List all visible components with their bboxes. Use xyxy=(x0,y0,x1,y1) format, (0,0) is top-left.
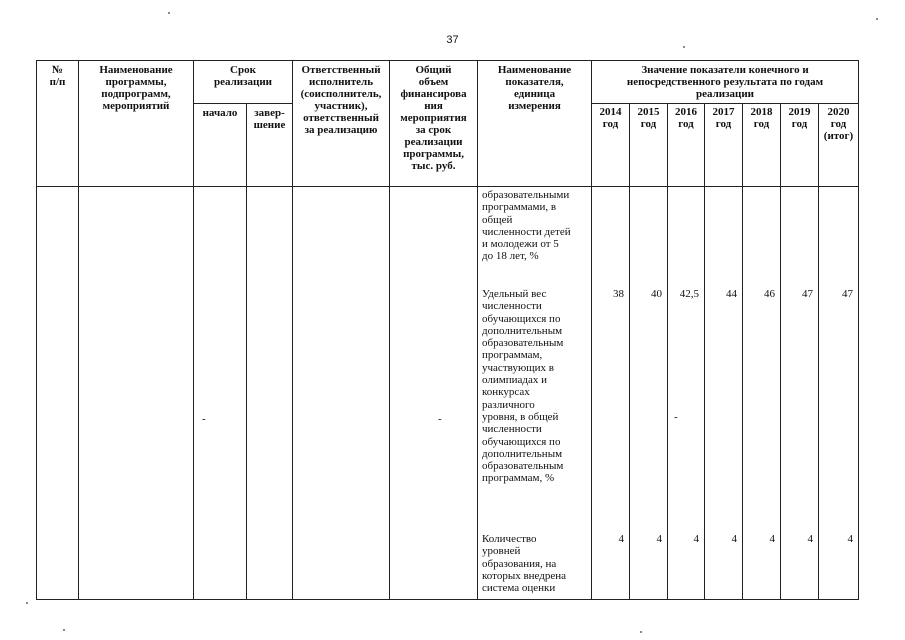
header-num-label: № п/п xyxy=(49,64,66,88)
cell-year-2015 xyxy=(630,187,668,600)
indicator-text-0: образовательными программами, в общей численности детей и молодежи от 5 до 18 лет, % xyxy=(482,189,571,263)
scan-speck xyxy=(640,631,642,633)
header-num xyxy=(37,61,79,187)
indicator-text-2: Количество уровней образования, на которых внедрена система оценки xyxy=(482,533,567,595)
header-funding-label: Общий объем финансирова ния мероприятия за срок реализации программы, тыс. руб. xyxy=(400,64,467,172)
cell-year-2014 xyxy=(592,187,630,600)
value-r1-2017: 44 xyxy=(726,288,738,300)
header-year-2018-label: 2018 год xyxy=(750,106,773,130)
value-r2-2018: 4 xyxy=(769,533,776,545)
indicators-table xyxy=(36,60,859,600)
cell-year-2018 xyxy=(743,187,781,600)
header-year-2015 xyxy=(630,104,668,187)
value-r1-2015: 40 xyxy=(651,288,663,300)
value-r2-2016: 4 xyxy=(693,533,700,545)
header-year-2015-label: 2015 год xyxy=(637,106,660,130)
header-funding xyxy=(390,61,478,187)
cell-num xyxy=(37,187,79,600)
dash-mark-funding: - xyxy=(438,413,442,425)
header-term-start xyxy=(194,104,247,187)
dash-mark-2016: - xyxy=(674,411,678,423)
header-values-group xyxy=(592,61,859,104)
value-r2-2019: 4 xyxy=(807,533,814,545)
scan-speck xyxy=(63,629,65,631)
value-r1-2018: 46 xyxy=(764,288,776,300)
header-year-2020 xyxy=(819,104,859,187)
header-year-2016-label: 2016 год xyxy=(675,106,698,130)
header-year-2017-label: 2017 год xyxy=(712,106,735,130)
value-r2-2014: 4 xyxy=(618,533,625,545)
cell-term-end xyxy=(247,187,293,600)
value-r2-2020: 4 xyxy=(847,533,854,545)
header-term-label: Срок реализации xyxy=(213,64,273,88)
header-year-2017 xyxy=(705,104,743,187)
header-year-2019-label: 2019 год xyxy=(788,106,811,130)
header-term-end xyxy=(247,104,293,187)
value-r1-2016: 42,5 xyxy=(679,288,700,300)
value-r1-2020: 47 xyxy=(842,288,854,300)
dash-mark-start: - xyxy=(202,413,206,425)
header-term xyxy=(194,61,293,104)
header-responsible-label: Ответственный исполнитель (соисполнитель, участник), ответственный за реализацию xyxy=(300,64,382,136)
header-year-2019 xyxy=(781,104,819,187)
cell-term-start xyxy=(194,187,247,600)
cell-year-2016 xyxy=(668,187,705,600)
header-year-2014-label: 2014 год xyxy=(599,106,622,130)
header-name-label: Наименование программы, подпрограмм, мероприятий xyxy=(99,64,173,112)
value-r1-2014: 38 xyxy=(613,288,625,300)
cell-year-2020 xyxy=(819,187,859,600)
indicator-text-1: Удельный вес численности обучающихся по дополнительным образовательным программам, участвующих в олимпиадах и конкурсах различного уровня, в общей численности обучающихся по дополнительным образовательным программам, % xyxy=(482,288,564,485)
value-r1-2019: 47 xyxy=(802,288,814,300)
value-r2-2015: 4 xyxy=(656,533,663,545)
cell-indicator xyxy=(478,187,592,600)
header-values-group-label: Значение показатели конечного и непосредственного результата по годам реализации xyxy=(626,64,824,100)
header-responsible xyxy=(293,61,390,187)
cell-name xyxy=(79,187,194,600)
cell-responsible xyxy=(293,187,390,600)
header-term-start-label: начало xyxy=(202,107,238,119)
header-year-2020-label: 2020 год (итог) xyxy=(823,106,854,142)
cell-year-2017 xyxy=(705,187,743,600)
value-r2-2017: 4 xyxy=(731,533,738,545)
header-term-end-label: завер- шение xyxy=(253,107,286,131)
header-name xyxy=(79,61,194,187)
header-year-2014 xyxy=(592,104,630,187)
header-indicator-label: Наименование показателя, единица измерения xyxy=(497,64,572,112)
cell-funding xyxy=(390,187,478,600)
header-indicator xyxy=(478,61,592,187)
scan-speck xyxy=(26,602,28,604)
scan-speck xyxy=(876,18,878,20)
scan-speck xyxy=(168,12,170,14)
header-year-2018 xyxy=(743,104,781,187)
scan-speck xyxy=(683,46,685,48)
header-year-2016 xyxy=(668,104,705,187)
cell-year-2019 xyxy=(781,187,819,600)
page-number: 37 xyxy=(446,34,459,46)
